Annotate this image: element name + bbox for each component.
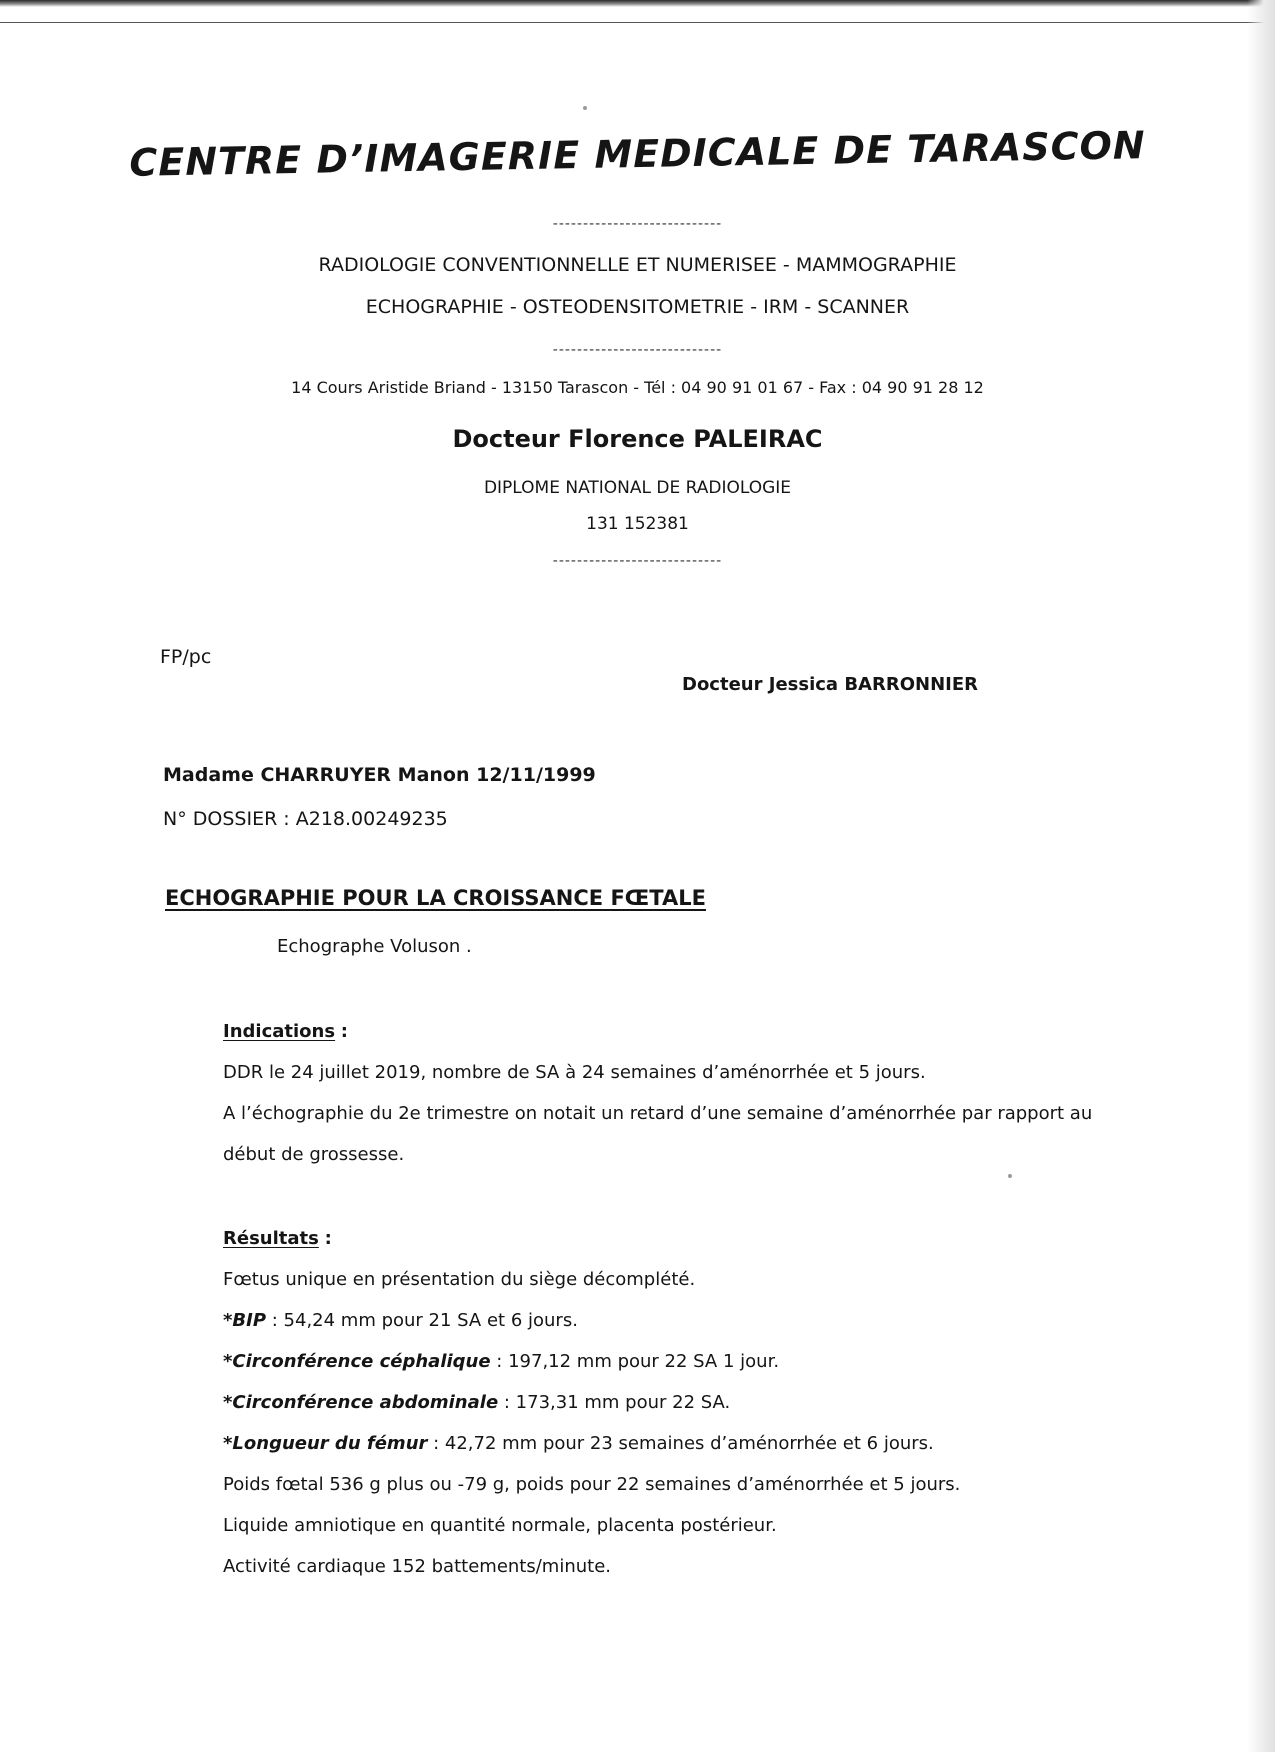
address-line: 14 Cours Aristide Briand - 13150 Tarascon - Tél : 04 90 91 01 67 - Fax : 04 90 91 28 12 xyxy=(291,378,984,397)
paragraph-line: DDR le 24 juillet 2019, nombre de SA à 24 semaines d’aménorrhée et 5 jours. xyxy=(223,1062,926,1083)
section-colon: : xyxy=(340,1021,348,1042)
measure-row xyxy=(223,1382,960,1423)
center-title: CENTRE D’IMAGERIE MEDICALE DE TARASCON xyxy=(128,123,1146,185)
paragraph-line: début de grossesse. xyxy=(223,1144,405,1165)
reference-initials: FP/pc xyxy=(160,646,212,668)
result-line: Liquide amniotique en quantité normale, placenta postérieur. xyxy=(223,1515,777,1536)
scan-line xyxy=(0,22,1275,23)
indications-heading xyxy=(223,1011,1092,1052)
measure-label: *BIP xyxy=(223,1310,267,1331)
measure-label: *Longueur du fémur xyxy=(223,1433,428,1454)
separator: ---------------------------- xyxy=(552,553,723,569)
measure-row xyxy=(223,1300,960,1341)
exam-title: ECHOGRAPHIE POUR LA CROISSANCE FŒTALE xyxy=(165,886,706,910)
measure-value: : 197,12 mm pour 22 SA 1 jour. xyxy=(490,1351,780,1372)
recipient-doctor: Docteur Jessica BARRONNIER xyxy=(682,674,978,695)
section-colon: : xyxy=(324,1228,332,1249)
separator: ---------------------------- xyxy=(552,216,723,232)
measure-label: *Circonférence abdominale xyxy=(223,1392,499,1413)
measure-row xyxy=(223,1341,960,1382)
section-title: Résultats xyxy=(223,1228,319,1249)
section-title: Indications xyxy=(223,1021,336,1042)
doctor-name: Docteur Florence PALEIRAC xyxy=(452,425,823,453)
measure-value: : 173,31 mm pour 22 SA. xyxy=(498,1392,731,1413)
services-line-1: RADIOLOGIE CONVENTIONNELLE ET NUMERISEE - MAMMOGRAPHIE xyxy=(318,254,957,276)
results-intro: Fœtus unique en présentation du siège décomplété. xyxy=(223,1269,696,1290)
measure-label: *Circonférence céphalique xyxy=(223,1351,491,1372)
result-line: Activité cardiaque 152 battements/minute. xyxy=(223,1556,612,1577)
scan-speck xyxy=(583,106,587,110)
results-heading xyxy=(223,1218,960,1259)
scan-edge-top xyxy=(0,0,1275,7)
paragraph-line: A l’échographie du 2e trimestre on notait un retard d’une semaine d’aménorrhée par rapport au xyxy=(223,1103,1093,1124)
indications-section xyxy=(223,1011,1092,1175)
measure-row xyxy=(223,1423,960,1464)
dossier-number: N° DOSSIER : A218.00249235 xyxy=(163,808,448,830)
results-section xyxy=(223,1218,960,1587)
measure-value: : 54,24 mm pour 21 SA et 6 jours. xyxy=(266,1310,578,1331)
diploma-line: DIPLOME NATIONAL DE RADIOLOGIE xyxy=(483,478,792,498)
ultrasound-device: Echographe Voluson . xyxy=(277,936,472,957)
patient-name: Madame CHARRUYER Manon 12/11/1999 xyxy=(163,764,596,786)
result-line: Poids fœtal 536 g plus ou -79 g, poids pour 22 semaines d’aménorrhée et 5 jours. xyxy=(223,1474,961,1495)
separator: ---------------------------- xyxy=(552,342,723,358)
practitioner-number: 131 152381 xyxy=(586,514,689,534)
services-line-2: ECHOGRAPHIE - OSTEODENSITOMETRIE - IRM - SCANNER xyxy=(365,296,910,318)
measure-value: : 42,72 mm pour 23 semaines d’aménorrhée et 6 jours. xyxy=(427,1433,934,1454)
